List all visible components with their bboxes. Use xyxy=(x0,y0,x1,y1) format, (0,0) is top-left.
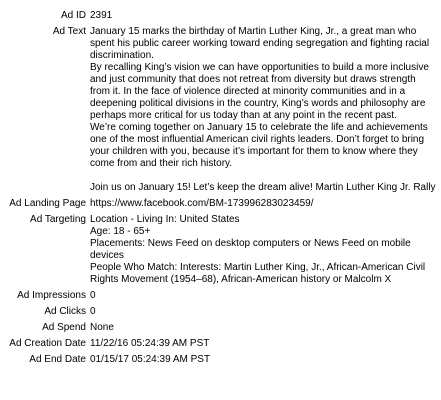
paragraph-spacer xyxy=(90,170,437,182)
targeting-placements: Placements: News Feed on desktop computers or News Feed on mobile devices xyxy=(90,238,411,261)
targeting-age: Age: 18 - 65+ xyxy=(90,226,151,237)
ad-end-date-label: Ad End Date xyxy=(29,354,86,365)
ad-spend-value: None xyxy=(90,322,114,333)
ad-clicks-value: 0 xyxy=(90,306,96,317)
ad-text-label: Ad Text xyxy=(52,26,86,37)
ad-text-value xyxy=(90,26,437,194)
ad-id-value: 2391 xyxy=(90,10,113,21)
ad-clicks-label: Ad Clicks xyxy=(44,306,86,317)
ad-text-paragraph: January 15 marks the birthday of Martin Luther King, Jr., a great man who spent his public career working toward ending segregation and fighting racial discrimination. xyxy=(90,26,430,61)
targeting-location: Location - Living In: United States xyxy=(90,214,240,225)
ad-text-paragraph: We’re coming together on January 15 to celebrate the life and achievements one of the most influential American civil rights leaders. Don’t forget to bring your children with you, because it’s important for them to know where they come from and their rich history. xyxy=(90,122,428,169)
targeting-interests: People Who Match: Interests: Martin Luther King, Jr., African-American Civil Rights Movement (1954–68), African-American history or Malcolm X xyxy=(90,262,426,285)
ad-impressions-label: Ad Impressions xyxy=(17,290,86,301)
ad-record xyxy=(0,10,441,366)
ad-end-date-value: 01/15/17 05:24:39 AM PST xyxy=(90,354,211,365)
ad-spend-label: Ad Spend xyxy=(42,322,86,333)
ad-landing-page-value: https://www.facebook.com/BM-173996283023459/ xyxy=(90,198,314,209)
ad-targeting-label: Ad Targeting xyxy=(30,214,86,225)
ad-impressions-value: 0 xyxy=(90,290,96,301)
ad-creation-date-value: 11/22/16 05:24:39 AM PST xyxy=(90,338,210,349)
ad-landing-page-label: Ad Landing Page xyxy=(9,198,86,209)
ad-targeting-value xyxy=(90,214,437,286)
ad-text-paragraph: By recalling King’s vision we can have opportunities to build a more inclusive and just community that does not retreat from diversity but draws strength from it. In the face of violence directed at minority communities and in a deepening political divisions in the country, King’s words and philosophy are perhaps more critical for us today than at any point in the recent past. xyxy=(90,62,429,121)
ad-creation-date-label: Ad Creation Date xyxy=(9,338,86,349)
ad-id-label: Ad ID xyxy=(60,10,86,21)
ad-text-paragraph: Join us on January 15! Let’s keep the dream alive! Martin Luther King Jr. Rally xyxy=(90,182,436,193)
